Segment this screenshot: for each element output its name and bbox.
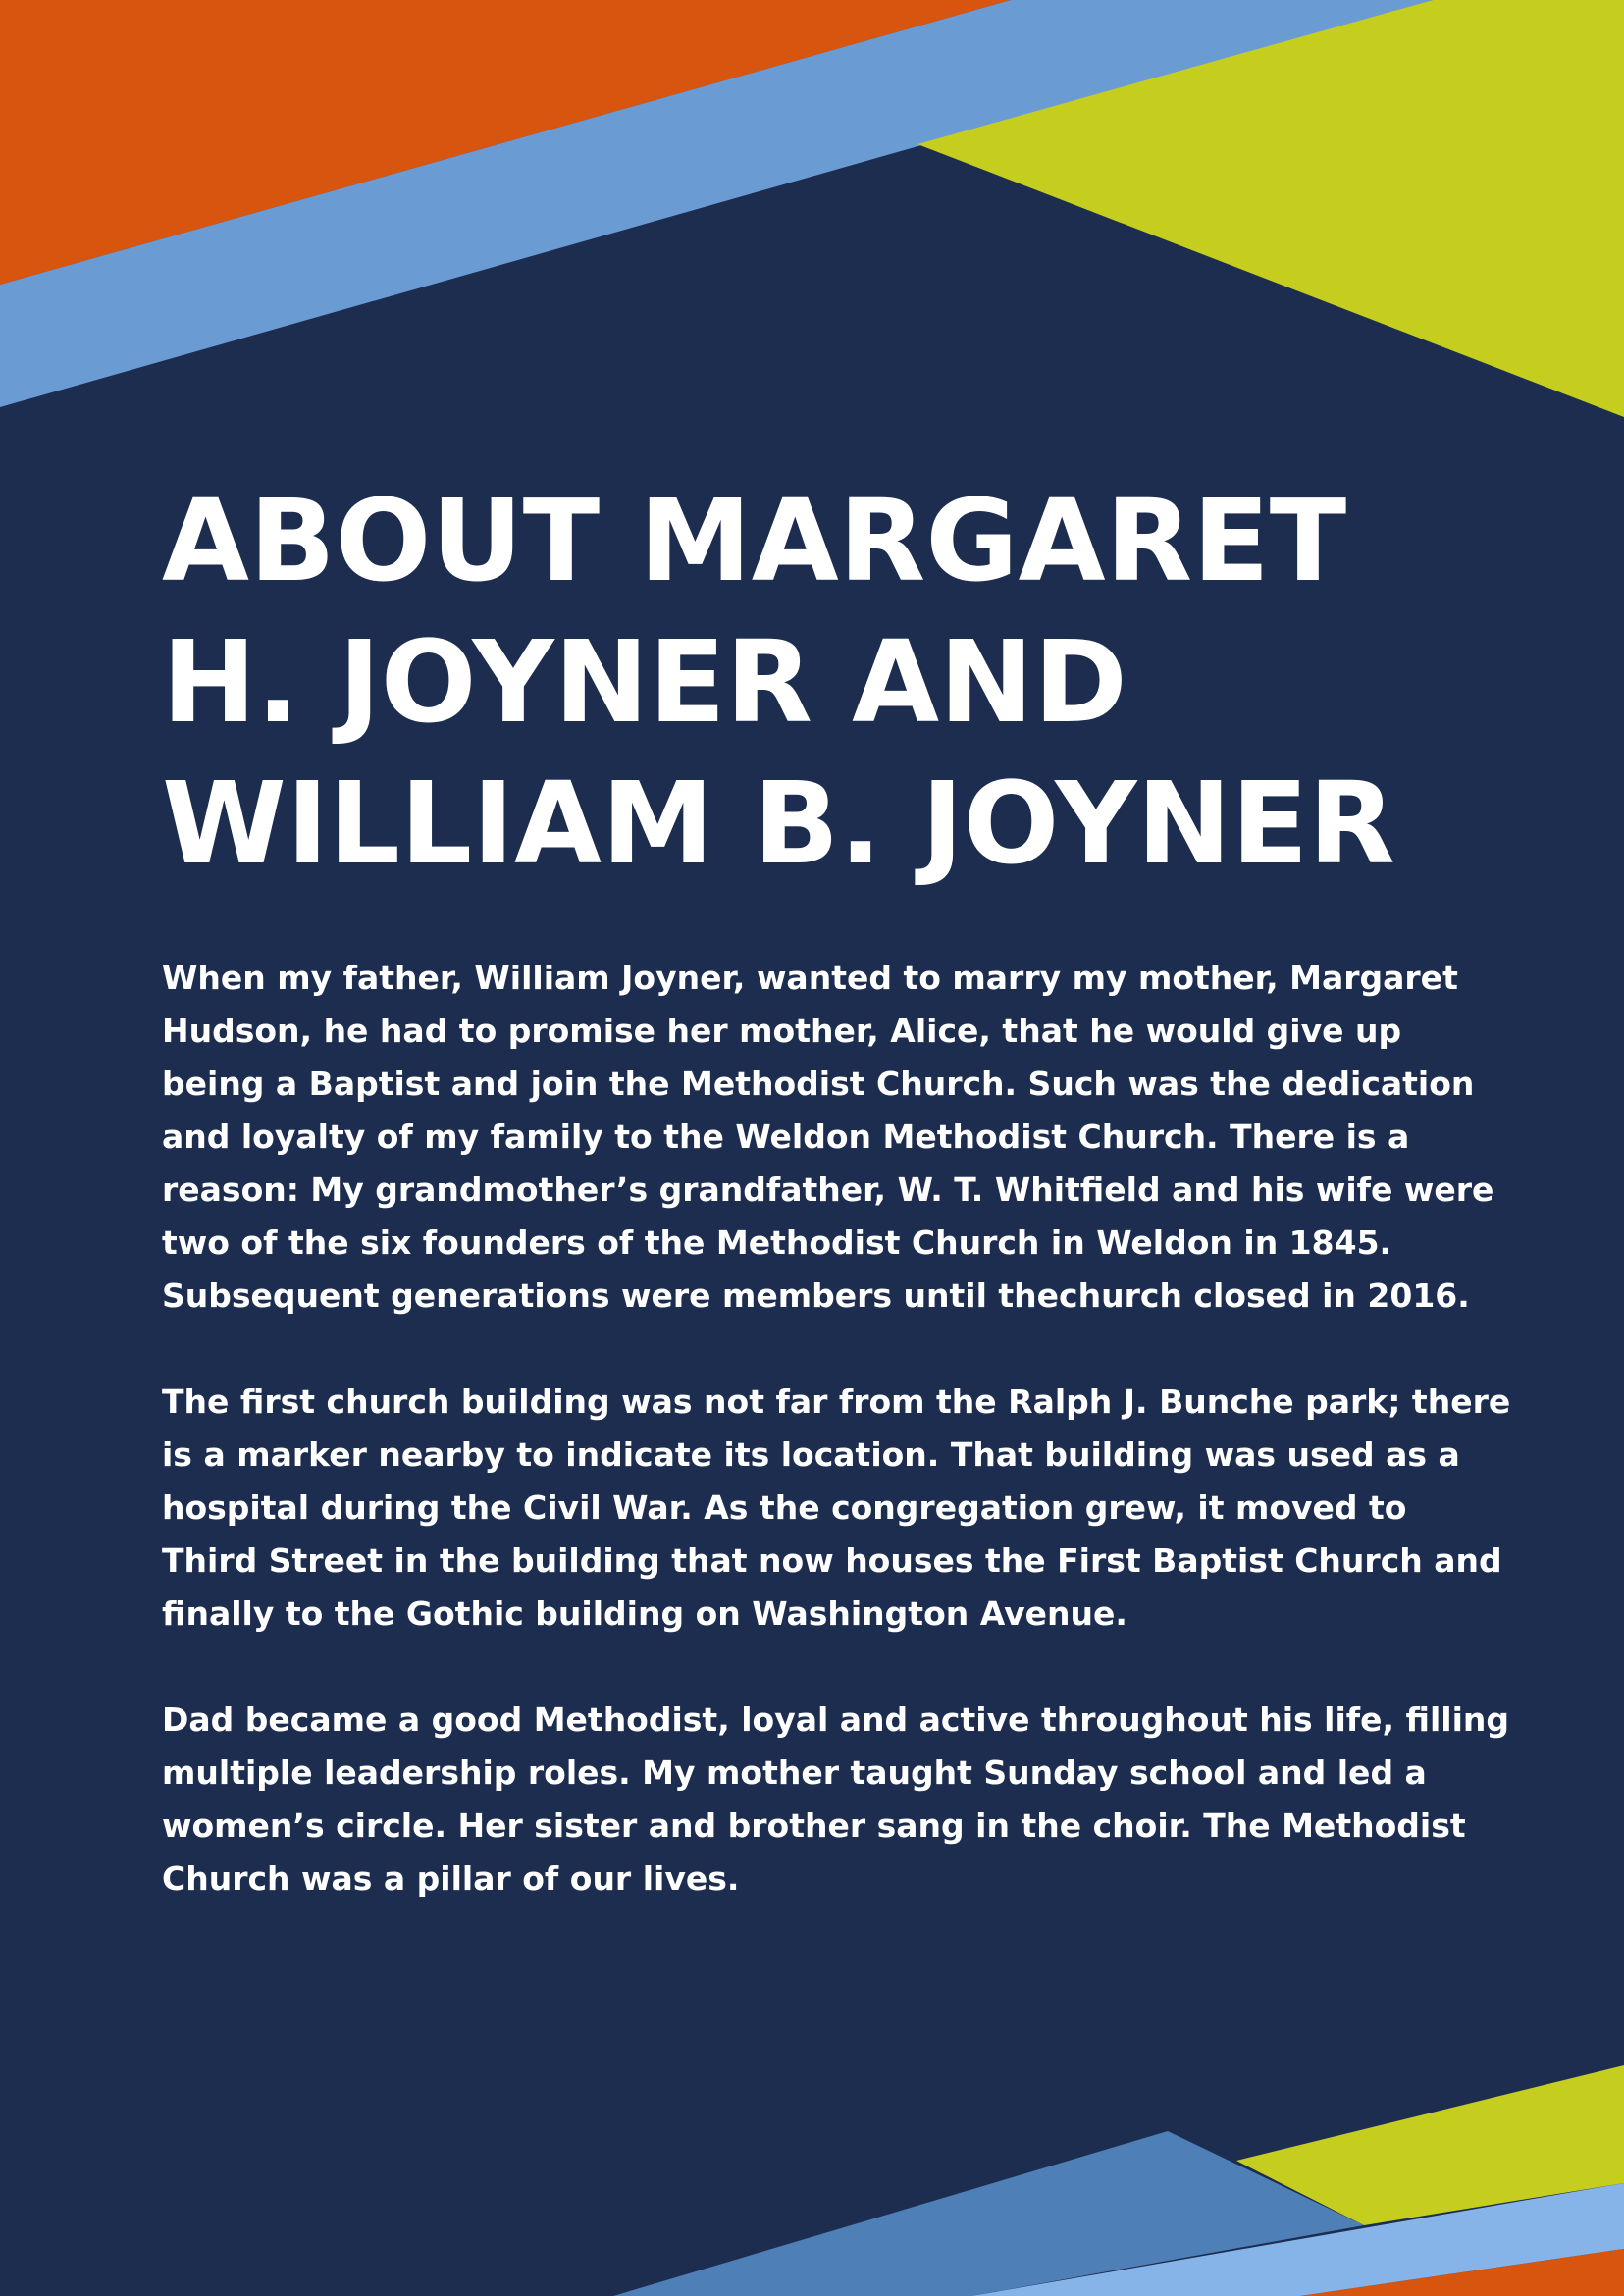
- text-line: The first church building was not far from the Ralph J. Bunche park; there: [162, 1383, 1511, 1421]
- text-line: Church was a pillar of our lives.: [162, 1859, 740, 1898]
- text-line: is a marker nearby to indicate its location. That building was used as a: [162, 1435, 1460, 1474]
- text-line: When my father, William Joyner, wanted to marry my mother, Margaret: [162, 959, 1458, 997]
- text-line: reason: My grandmother’s grandfather, W. T. Whitfield and his wife were: [162, 1171, 1494, 1209]
- paragraph-family-history: [162, 952, 1536, 1323]
- text-line: finally to the Gothic building on Washington Avenue.: [162, 1594, 1127, 1633]
- text-line: Hudson, he had to promise her mother, Alice, that he would give up: [162, 1012, 1402, 1050]
- text-line: two of the six founders of the Methodist Church in Weldon in 1845.: [162, 1224, 1392, 1262]
- text-line: Dad became a good Methodist, loyal and active throughout his life, filling: [162, 1700, 1510, 1739]
- paragraph-family-roles: [162, 1694, 1536, 1905]
- body-text: [162, 952, 1536, 1905]
- main-content: [162, 471, 1536, 1958]
- title-line: H. JOYNER AND: [162, 617, 1127, 749]
- text-line: Third Street in the building that now houses the First Baptist Church and: [162, 1541, 1502, 1580]
- paragraph-church-buildings: [162, 1376, 1536, 1641]
- text-line: being a Baptist and join the Methodist Church. Such was the dedication: [162, 1065, 1475, 1103]
- text-line: and loyalty of my family to the Weldon Methodist Church. There is a: [162, 1118, 1410, 1156]
- text-line: hospital during the Civil War. As the congregation grew, it moved to: [162, 1488, 1407, 1527]
- text-line: women’s circle. Her sister and brother sang in the choir. The Methodist: [162, 1806, 1466, 1845]
- page-title: [162, 471, 1536, 895]
- text-line: multiple leadership roles. My mother taught Sunday school and led a: [162, 1753, 1427, 1792]
- title-line: WILLIAM B. JOYNER: [162, 758, 1395, 890]
- title-line: ABOUT MARGARET: [162, 476, 1347, 607]
- text-line: Subsequent generations were members until thechurch closed in 2016.: [162, 1277, 1470, 1315]
